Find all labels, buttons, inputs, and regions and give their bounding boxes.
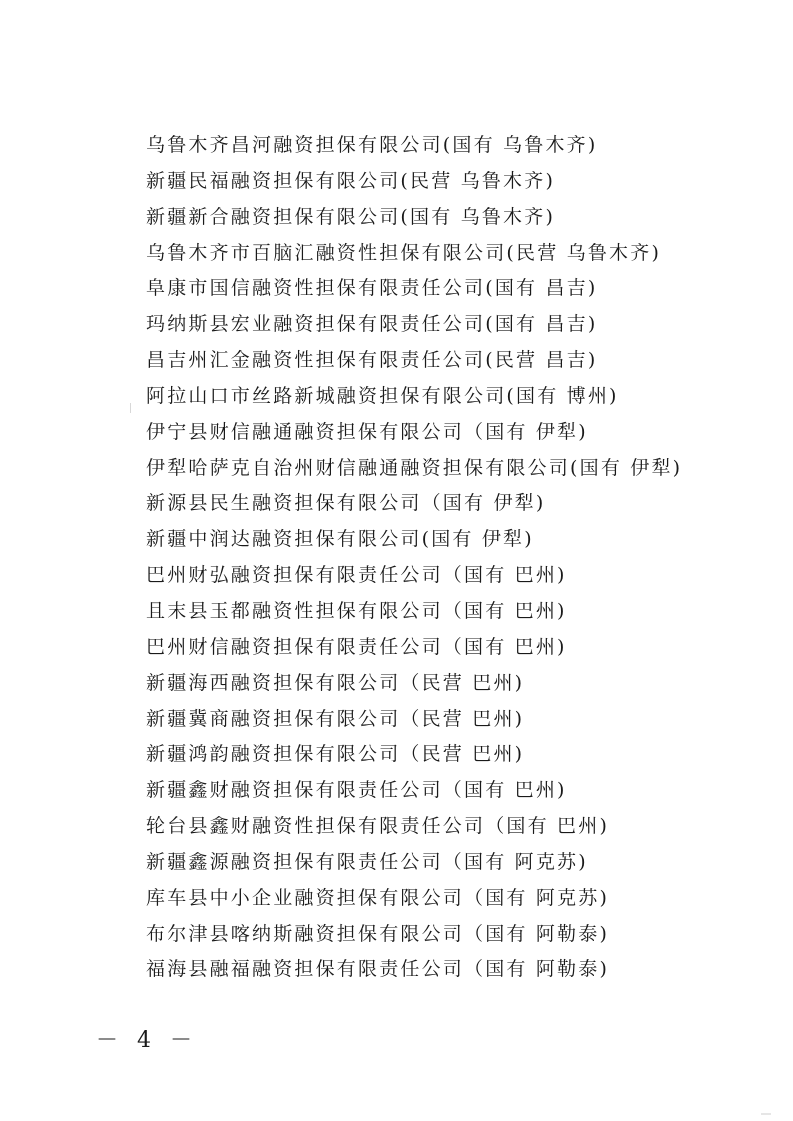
list-item: 福海县融福融资担保有限责任公司（国有 阿勒泰): [146, 958, 610, 981]
list-item: 阜康市国信融资性担保有限责任公司(国有 昌吉): [146, 277, 598, 300]
scan-margin-mark: [130, 403, 131, 413]
list-item: 乌鲁木齐昌河融资担保有限公司(国有 乌鲁木齐): [146, 134, 598, 156]
guarantee-company-list: [146, 128, 766, 988]
list-item: 乌鲁木齐市百脑汇融资性担保有限公司(民营 乌鲁木齐): [146, 241, 662, 264]
list-item: 玛纳斯县宏业融资担保有限责任公司(国有 昌吉): [146, 313, 598, 336]
list-item: 轮台县鑫财融资性担保有限责任公司（国有 巴州): [146, 815, 610, 838]
list-item: 阿拉山口市丝路新城融资担保有限公司(国有 博州): [146, 384, 619, 407]
list-item: 新疆冀商融资担保有限公司（民营 巴州): [146, 707, 525, 730]
scan-edge-mark: [761, 1113, 771, 1115]
list-item: 新源县民生融资担保有限公司（国有 伊犁): [146, 492, 546, 515]
list-item: 新疆鑫源融资担保有限责任公司（国有 阿克苏): [146, 850, 588, 873]
list-item: 且末县玉都融资性担保有限公司（国有 巴州): [146, 599, 567, 622]
list-item: 新疆鸿韵融资担保有限公司（民营 巴州): [146, 743, 525, 766]
list-item: 巴州财弘融资担保有限责任公司（国有 巴州): [146, 564, 567, 587]
list-item: 新疆新合融资担保有限公司(国有 乌鲁木齐): [146, 205, 556, 228]
list-item: 巴州财信融资担保有限责任公司（国有 巴州): [146, 635, 567, 658]
page-number: － 4 －: [96, 1028, 198, 1053]
list-item: 昌吉州汇金融资性担保有限责任公司(民营 昌吉): [146, 349, 598, 372]
list-item: 新疆中润达融资担保有限公司(国有 伊犁): [146, 528, 534, 551]
list-item: 布尔津县喀纳斯融资担保有限公司（国有 阿勒泰): [146, 922, 610, 945]
list-item: 伊犁哈萨克自治州财信融通融资担保有限公司(国有 伊犁): [146, 456, 683, 479]
list-item: 新疆海西融资担保有限公司（民营 巴州): [146, 671, 525, 694]
list-item: 新疆民福融资担保有限公司(民营 乌鲁木齐): [146, 169, 556, 192]
list-item: 伊宁县财信融通融资担保有限公司（国有 伊犁): [146, 420, 588, 443]
list-item: 新疆鑫财融资担保有限责任公司（国有 巴州): [146, 779, 567, 802]
list-item: 库车县中小企业融资担保有限公司（国有 阿克苏): [146, 886, 610, 909]
